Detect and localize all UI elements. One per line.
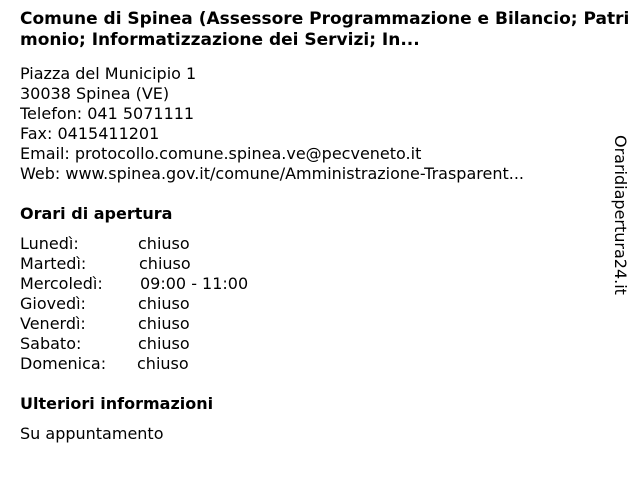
address-block xyxy=(20,64,610,184)
email-address: Email: protocollo.comune.spinea.ve@pecveneto.it xyxy=(20,144,422,163)
day-label: Domenica: xyxy=(20,354,107,373)
day-label: Martedì: xyxy=(20,254,87,273)
street-address: Piazza del Municipio 1 xyxy=(20,64,197,83)
website-url: Web: www.spinea.gov.it/comune/Amministrazione-Trasparent... xyxy=(20,164,525,183)
day-hours: 09:00 - 11:00 xyxy=(140,274,249,293)
day-hours: chiuso xyxy=(138,234,190,253)
further-info-heading: Ulteriori informazioni xyxy=(20,394,214,413)
day-hours: chiuso xyxy=(137,354,189,373)
opening-hours-heading: Orari di apertura xyxy=(20,204,173,223)
day-hours: chiuso xyxy=(138,334,190,353)
phone-number: Telefon: 041 5071111 xyxy=(20,104,195,123)
further-info-text: Su appuntamento xyxy=(20,424,164,443)
day-label: Giovedì: xyxy=(20,294,86,313)
city-postcode: 30038 Spinea (VE) xyxy=(20,84,170,103)
day-label: Mercoledì: xyxy=(20,274,103,293)
page-title: Comune di Spinea (Assessore Programmazione e Bilancio; Patrimonio; Informatizzazione dei Servizi; In... xyxy=(20,9,630,50)
brand-watermark: Oraridiapertura24.it xyxy=(611,135,630,295)
day-label: Venerdì: xyxy=(20,314,86,333)
day-hours: chiuso xyxy=(138,314,190,333)
fax-number: Fax: 0415411201 xyxy=(20,124,160,143)
day-label: Lunedì: xyxy=(20,234,79,253)
day-label: Sabato: xyxy=(20,334,82,353)
day-hours: chiuso xyxy=(138,294,190,313)
day-hours: chiuso xyxy=(139,254,191,273)
